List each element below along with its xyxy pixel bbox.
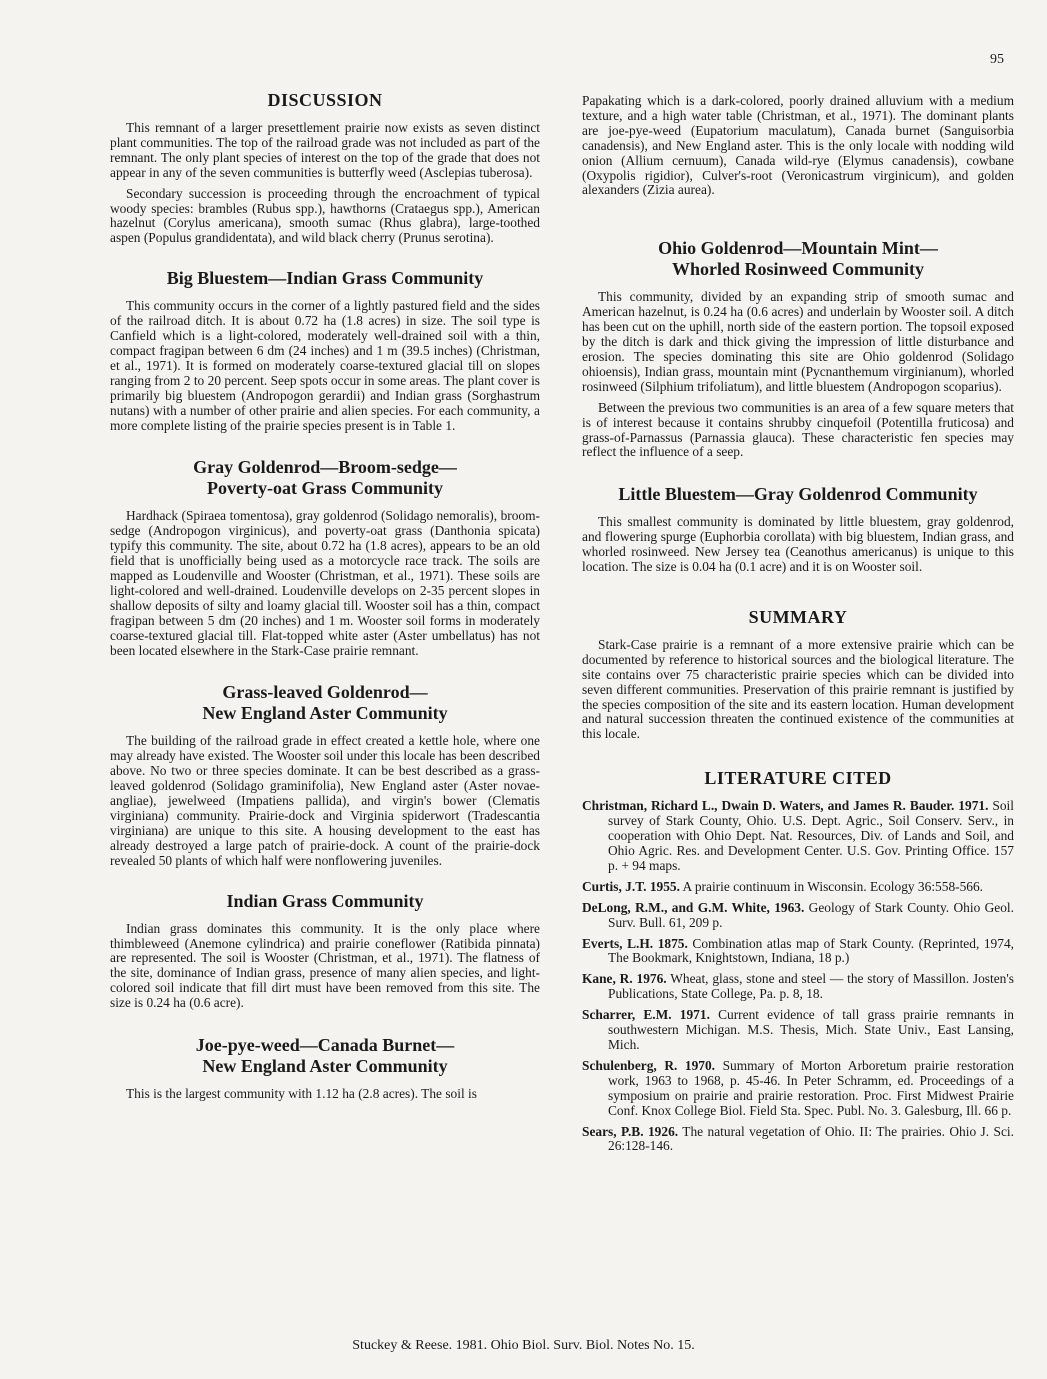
joe-pye-weed-continuation: Papakating which is a dark-colored, poorly drained alluvium with a medium texture, and a high water table (Christman, et al., 1971). The dominant plants are joe-pye-weed (Eupatorium maculatum), Canada burnet (Sanguisorbia canadensis), and New England aster. This is the only locale with nodding wild onion (Allium cernuum), Canada wild-rye (Elymus canadensis), cowbane (Oxypolis rigidior), Culver's-root (Veronicastrum virginicum), and golden alexanders (Zizia aurea). xyxy=(582,93,1014,198)
reference-item xyxy=(582,1059,1014,1119)
little-bluestem-heading: Little Bluestem—Gray Goldenrod Community xyxy=(618,484,978,505)
ohio-goldenrod-heading-line-2: Whorled Rosinweed Community xyxy=(671,259,924,280)
grass-leaved-heading-line-1: Grass-leaved Goldenrod— xyxy=(222,682,428,703)
right-column xyxy=(582,86,1014,1160)
joe-pye-weed-heading xyxy=(110,1035,540,1077)
grass-leaved-heading-line-2: New England Aster Community xyxy=(202,703,448,724)
reference-text: The natural vegetation of Ohio. II: The prairies. Ohio J. Sci. 26:128-146. xyxy=(608,1123,1014,1154)
reference-item xyxy=(582,972,1014,1002)
ohio-goldenrod-heading-line-1: Ohio Goldenrod—Mountain Mint— xyxy=(658,238,938,259)
reference-item xyxy=(582,1008,1014,1053)
reference-text: Wheat, glass, stone and steel — the story of Massillon. Josten's Publications, State College, Pa. p. 8, 18. xyxy=(608,971,1014,1002)
summary-paragraph: Stark-Case prairie is a remnant of a more extensive prairie which can be documented by reference to historical sources and the biological literature. The site contains over 75 characteristic prairie species which can be divided into seven different communities. Preservation of this prairie remnant is justified by the species composition of the site and its eastern location. Human development and natural succession threaten the continued existence of the communities at this locale. xyxy=(582,636,1014,742)
joe-pye-weed-paragraph: This is the largest community with 1.12 ha (2.8 acres). The soil is xyxy=(126,1086,477,1102)
gray-goldenrod-heading-line-2: Poverty-oat Grass Community xyxy=(207,478,443,499)
reference-text: Geology of Stark County. Ohio Geol. Surv. Bull. 61, 209 p. xyxy=(608,899,1014,930)
gray-goldenrod-heading-line-1: Gray Goldenrod—Broom-sedge— xyxy=(193,457,457,478)
ohio-goldenrod-heading xyxy=(582,238,1014,280)
page-number: 95 xyxy=(990,52,1004,67)
ohio-goldenrod-paragraph-2: Between the previous two communities is an area of a few square meters that is of interest because it contains shrubby cinquefoil (Potentilla fruticosa) and grass-of-Parnassus (Parnassia glauca). These characteristic fen species may reflect the influence of a seep. xyxy=(582,399,1014,460)
reference-item xyxy=(582,901,1014,931)
reference-author: Curtis, J.T. 1955. xyxy=(582,878,680,894)
joe-pye-weed-heading-line-2: New England Aster Community xyxy=(202,1056,448,1077)
big-bluestem-heading: Big Bluestem—Indian Grass Community xyxy=(166,268,484,289)
reference-item xyxy=(582,880,1014,895)
reference-text: Summary of Morton Arboretum prairie restoration work, 1963 to 1968, p. 45-46. In Peter Schramm, ed. Proceedings of a symposium on prairie and prairie restoration. Proc. First Midwest Prairie Conf. Knox College Biol. Field Sta. Spec. Publ. No. 3. Galesburg, Ill. 66 p. xyxy=(608,1057,1014,1118)
gray-goldenrod-paragraph: Hardhack (Spiraea tomentosa), gray goldenrod (Solidago nemoralis), broom-sedge (Andropogon virginicus), and poverty-oat grass (Danthonia spicata) typify this community. The site, about 0.72 ha (1.8 acres), appears to be an old field that is unofficially being used as a motorcycle race track. The soils are mapped as Loudenville and Wooster (Christman, et al., 1971). These soils are light-colored and well-drained. Loudenville develops on 2-35 percent slopes in shallow deposits of silty and loamy glacial till. Wooster soil has a thin, compact fragipan between 5 dm (20 inches) and 1 m. Wooster soil forms in moderately coarse-textured glacial till. Flat-topped white aster (Aster umbellatus) has not been located elsewhere in the Stark-Case prairie remnant. xyxy=(110,508,540,658)
reference-text: Combination atlas map of Stark County. (Reprinted, 1974, The Bookmark, Knightstown, Indiana, 18 p.) xyxy=(608,935,1014,966)
grass-leaved-paragraph: The building of the railroad grade in effect created a kettle hole, where one may already have existed. The Wooster soil under this locale has been described above. No two or three species dominate. It can be best described as a grass-leaved goldenrod (Solidago graminifolia), New England aster (Aster novae-angliae), jewelweed (Impatiens pallida), and virgin's bower (Clematis virginiana) community. Prairie-dock and Virginia spiderwort (Tradescantia virginiana) are unique to this site. A housing development to the east has already destroyed a large patch of prairie-dock. A count of the prairie-dock revealed 50 plants of which half were nonflowering juveniles. xyxy=(110,733,540,868)
discussion-heading: DISCUSSION xyxy=(267,90,383,110)
footer-citation: Stuckey & Reese. 1981. Ohio Biol. Surv. Biol. Notes No. 15. xyxy=(352,1338,695,1353)
gray-goldenrod-heading xyxy=(110,457,540,499)
reference-author: Schulenberg, R. 1970. xyxy=(582,1057,716,1073)
big-bluestem-paragraph: This community occurs in the corner of a lightly pastured field and the sides of the railroad ditch. It is about 0.72 ha (1.8 acres) in size. The soil type is Canfield which is a light-colored, moderately well-drained soil with a thin, compact fragipan between 6 dm (24 inches) and 1 m (39.5 inches) (Christman, et al., 1971). It is formed on moderately coarse-textured glacial till on slopes ranging from 2 to 20 percent. Seep spots occur in some areas. The plant cover is primarily big bluestem (Andropogon gerardii) and Indian grass (Sorghastrum nutans) with a number of other prairie and alien species. For each community, a more complete listing of the prairie species present is in Table 1. xyxy=(110,298,540,433)
reference-author: Christman, Richard L., Dwain D. Waters, and James R. Bauder. 1971. xyxy=(582,798,989,814)
indian-grass-paragraph: Indian grass dominates this community. It is the only place where thimbleweed (Anemone cylindrica) and prairie coneflower (Ratibida pinnata) are represented. The soil is Wooster (Christman, et al., 1971). The flatness of the site, dominance of Indian grass, presence of many alien species, and light-colored soil indicate that fill dirt must have been removed from this site. The size is 0.24 ha (0.6 acre). xyxy=(110,920,540,1011)
reference-text: Soil survey of Stark County, Ohio. U.S. Dept. Agric., Soil Conserv. Serv., in cooperation with Ohio Dept. Nat. Resources, Div. of Lands and Soil, and Ohio Agric. Res. and Development Center. U.S. Gov. Printing Office. 157 p. + 94 maps. xyxy=(608,798,1015,873)
reference-author: DeLong, R.M., and G.M. White, 1963. xyxy=(582,899,805,915)
reference-text: Current evidence of tall grass prairie remnants in southwestern Michigan. M.S. Thesis, Mich. State Univ., East Lansing, Mich. xyxy=(608,1007,1014,1052)
reference-author: Scharrer, E.M. 1971. xyxy=(582,1007,710,1023)
reference-item xyxy=(582,1125,1014,1155)
reference-item xyxy=(582,799,1014,874)
reference-author: Kane, R. 1976. xyxy=(582,971,667,987)
discussion-paragraph-2: Secondary succession is proceeding through the encroachment of typical woody species: brambles (Rubus spp.), hawthorns (Crataegus spp.), American hazelnut (Corylus americana), smooth sumac (Rhus glabra), large-toothed aspen (Populus grandidentata), and wild black cherry (Prunus serotina). xyxy=(110,185,540,246)
discussion-paragraph-1: This remnant of a larger presettlement prairie now exists as seven distinct plant communities. The top of the railroad grade was not included as part of the remnant. The only plant species of interest on the top of the grade that does not appear in any of the seven communities is butterfly weed (Asclepias tuberosa). xyxy=(110,120,540,180)
left-column xyxy=(110,86,540,1102)
reference-list xyxy=(582,799,1014,1154)
literature-cited-heading: LITERATURE CITED xyxy=(704,768,892,789)
reference-author: Everts, L.H. 1875. xyxy=(582,935,688,951)
reference-item xyxy=(582,937,1014,967)
reference-author: Sears, P.B. 1926. xyxy=(582,1123,679,1139)
reference-text: A prairie continuum in Wisconsin. Ecology 36:558-566. xyxy=(679,878,984,894)
little-bluestem-paragraph: This smallest community is dominated by little bluestem, gray goldenrod, and flowering spurge (Euphorbia corollata) with big bluestem, Indian grass, and whorled rosinweed. New Jersey tea (Ceanothus americanus) is unique to this location. The size is 0.04 ha (0.1 acre) and it is on Wooster soil. xyxy=(582,514,1014,575)
grass-leaved-heading xyxy=(110,682,540,724)
ohio-goldenrod-paragraph-1: This community, divided by an expanding strip of smooth sumac and American hazelnut, is 0.24 ha (0.6 acres) and underlain by Wooster soil. A ditch has been cut on the uphill, north side of the eastern portion. The topsoil exposed by the ditch is dark and thick giving the impression of little disturbance and erosion. The species dominating this site are Ohio goldenrod (Solidago ohioensis), Indian grass, mountain mint (Pycnanthemum virginianum), whorled rosinweed (Silphium trifoliatum), and little bluestem (Andropogon scoparius). xyxy=(582,289,1014,394)
indian-grass-heading: Indian Grass Community xyxy=(226,890,424,911)
joe-pye-weed-heading-line-1: Joe-pye-weed—Canada Burnet— xyxy=(195,1035,455,1056)
summary-heading: SUMMARY xyxy=(748,606,848,627)
